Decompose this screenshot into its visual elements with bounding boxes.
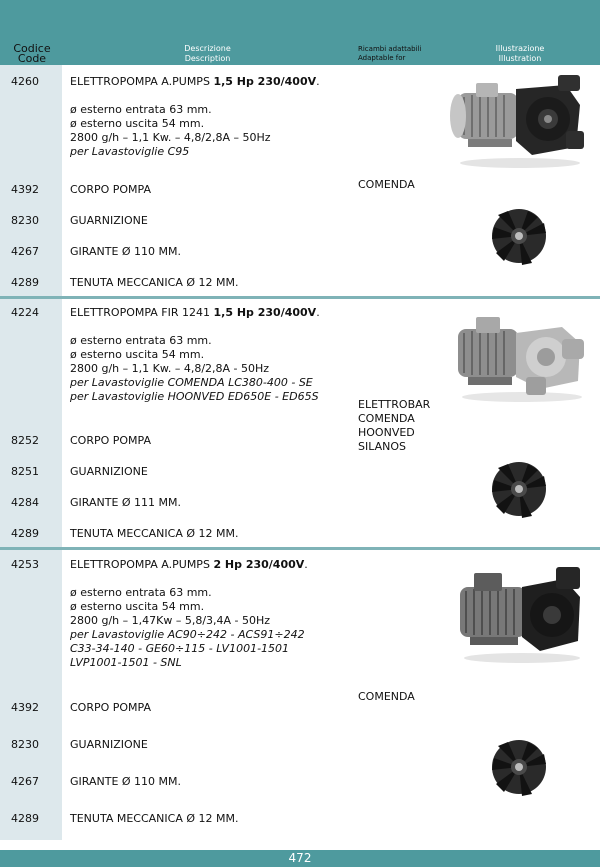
header-illustration (470, 44, 570, 64)
part-code: 4392 (11, 183, 39, 196)
part-code: 4392 (11, 701, 39, 714)
header-description (110, 44, 305, 64)
title-bold: 1,5 Hp 230/400V (213, 306, 317, 319)
part-code: 4267 (11, 775, 39, 788)
header-desc-it: Descrizione (184, 44, 231, 53)
part-name: TENUTA MECCANICA Ø 12 MM. (70, 812, 239, 825)
ricambi-list (358, 178, 415, 192)
header-code-en: Code (17, 52, 47, 65)
part-code: 4289 (11, 527, 39, 540)
title-suffix: . (304, 558, 308, 571)
ricambi-item: SILANOS (358, 440, 407, 453)
ricambi-list (358, 690, 415, 704)
part-name: GIRANTE Ø 110 MM. (70, 775, 182, 788)
application-line: per Lavastoviglie C95 (70, 145, 190, 158)
spec-line: ø esterno entrata 63 mm. (70, 586, 212, 599)
ricambi-item: COMENDA (358, 412, 415, 425)
title-prefix: ELETTROPOMPA A.PUMPS (70, 558, 214, 571)
part-code: 4289 (11, 812, 39, 825)
impeller-photo (488, 736, 550, 798)
part-code: 8230 (11, 214, 39, 227)
ricambi-list (358, 398, 430, 454)
title-bold: 1,5 Hp 230/400V (213, 75, 317, 88)
header-ricambi-en: Adaptable for (358, 54, 406, 62)
part-name: CORPO POMPA (70, 701, 152, 714)
part-name: GUARNIZIONE (70, 214, 148, 227)
header-desc-en: Description (184, 54, 231, 63)
title-suffix: . (316, 75, 320, 88)
application-line: per Lavastoviglie COMENDA LC380-400 - SE (70, 376, 313, 389)
spec-line: ø esterno uscita 54 mm. (70, 117, 205, 130)
part-code: 4267 (11, 245, 39, 258)
header-ricambi-it: Ricambi adattabili (358, 45, 422, 53)
part-code: 4289 (11, 276, 39, 289)
product-title (70, 558, 308, 572)
part-name: CORPO POMPA (70, 183, 152, 196)
product-code: 4253 (11, 558, 39, 571)
title-suffix: . (316, 306, 320, 319)
spec-line: 2800 g/h – 1,47Kw – 5,8/3,4A - 50Hz (70, 614, 271, 627)
spec-line: ø esterno uscita 54 mm. (70, 600, 205, 613)
product-title (70, 75, 320, 89)
spec-line: ø esterno entrata 63 mm. (70, 334, 212, 347)
part-name: GIRANTE Ø 110 MM. (70, 245, 182, 258)
title-prefix: ELETTROPOMPA FIR 1241 (70, 306, 214, 319)
part-name: GUARNIZIONE (70, 738, 148, 751)
part-code: 8251 (11, 465, 39, 478)
header-code (0, 44, 64, 64)
title-prefix: ELETTROPOMPA A.PUMPS (70, 75, 214, 88)
part-name: TENUTA MECCANICA Ø 12 MM. (70, 527, 239, 540)
header-ill-it: Illustrazione (495, 44, 545, 53)
pump-photo (452, 565, 590, 665)
spec-line: ø esterno entrata 63 mm. (70, 103, 212, 116)
spec-line: 2800 g/h – 1,1 Kw. – 4,8/2,8A – 50Hz (70, 131, 271, 144)
title-bold: 2 Hp 230/400V (213, 558, 305, 571)
application-line: per Lavastoviglie AC90÷242 - ACS91÷242 (70, 628, 305, 641)
product-title (70, 306, 320, 320)
ricambi-item: ELETTROBAR (358, 398, 431, 411)
ricambi-item: COMENDA (358, 178, 415, 191)
impeller-photo (488, 458, 550, 520)
ricambi-item: HOONVED (358, 426, 415, 439)
part-name: GIRANTE Ø 111 MM. (70, 496, 182, 509)
code-column-band (0, 65, 62, 840)
spec-line: ø esterno uscita 54 mm. (70, 348, 205, 361)
application-line: LVP1001-1501 - SNL (70, 656, 182, 669)
application-line: per Lavastoviglie HOONVED ED650E - ED65S (70, 390, 319, 403)
header-ill-en: Illustration (498, 54, 542, 63)
part-name: GUARNIZIONE (70, 465, 148, 478)
product-code: 4224 (11, 306, 39, 319)
ricambi-item: COMENDA (358, 690, 415, 703)
impeller-photo (488, 205, 550, 267)
part-code: 4284 (11, 496, 39, 509)
product-code: 4260 (11, 75, 39, 88)
pump-photo (450, 313, 590, 403)
pump-photo (448, 75, 588, 170)
header-ricambi (358, 45, 448, 63)
section-separator (0, 296, 600, 299)
page-number: 472 (288, 851, 312, 865)
part-code: 8230 (11, 738, 39, 751)
part-code: 8252 (11, 434, 39, 447)
spec-line: 2800 g/h – 1,1 Kw. – 4,8/2,8A - 50Hz (70, 362, 270, 375)
part-name: CORPO POMPA (70, 434, 152, 447)
section-separator (0, 547, 600, 550)
application-line: C33-34-140 - GE60÷115 - LV1001-1501 (70, 642, 290, 655)
part-name: TENUTA MECCANICA Ø 12 MM. (70, 276, 239, 289)
header-code-it: Codice (13, 42, 51, 55)
